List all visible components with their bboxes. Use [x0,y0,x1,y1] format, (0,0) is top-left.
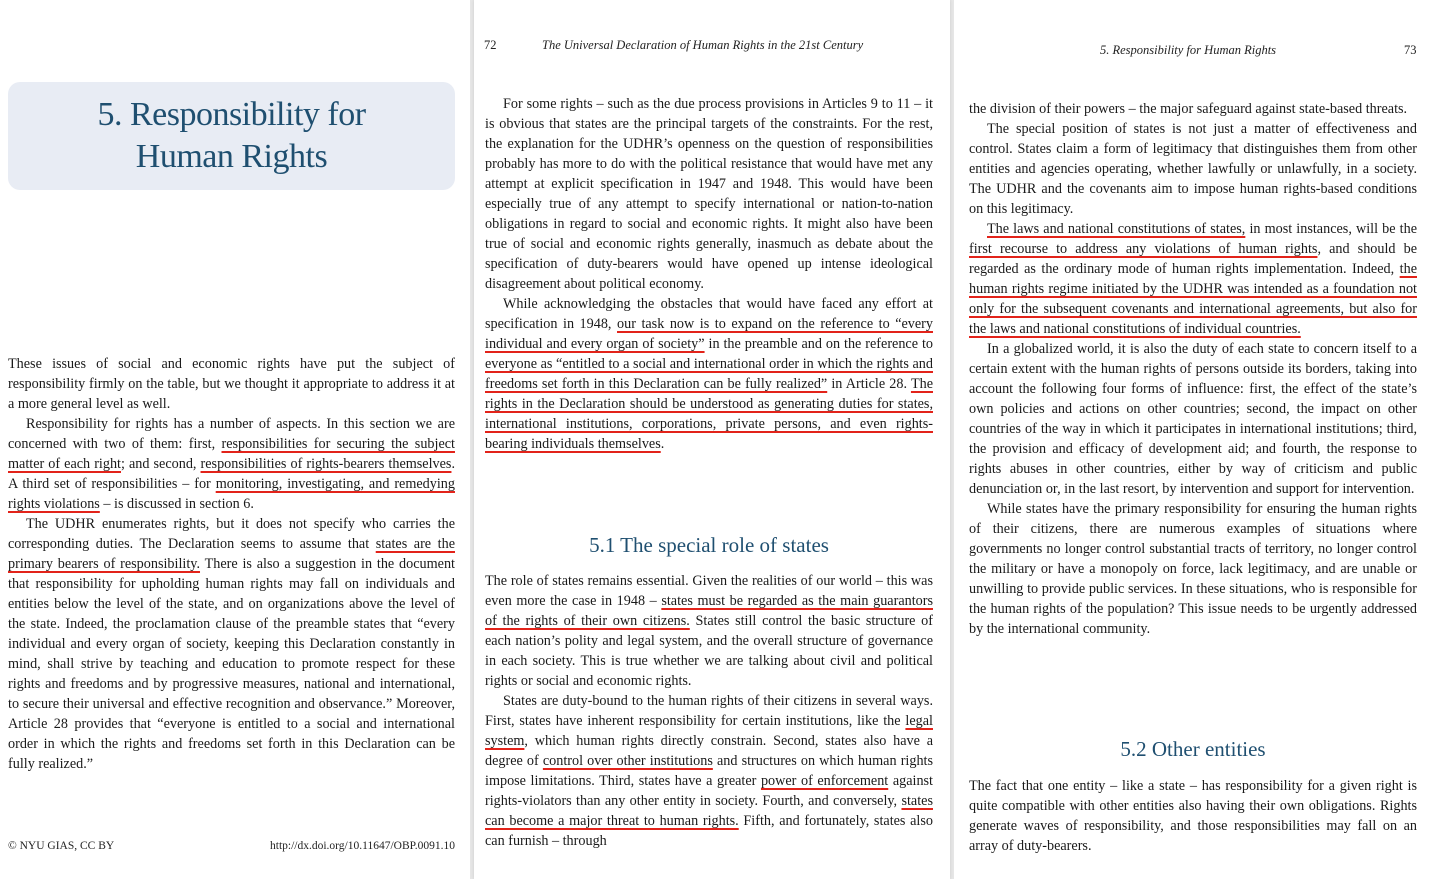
text-run: . A third set of responsibilities – for [8,456,455,492]
text-run: in the preamble and on the reference to [704,336,933,352]
underlined-highlight: control over other institutions [542,753,713,769]
underlined-highlight: first recourse to address any violations of human rights [969,241,1318,257]
section-heading: 5.1 The special role of states [589,533,829,557]
text-run: The UDHR enumerates rights, but it does not specify who carries the corresponding duties. The Declaration seems to assume that [8,516,455,552]
underlined-highlight: our task now is to expand on the reference to “every individual and every organ of society” [485,316,933,352]
paragraph: The fact that one entity – like a state – has responsibility for a given right is quite compatible with other entities also having their own obligations. Rights generate waves of responsibility, and those responsibilities may fall on an array of duty-bearers. [969,778,1417,854]
text-run: against rights-violators than any other entity in society. Fourth, and conversely, [485,773,933,809]
paragraph [8,514,455,774]
copyright-footer: © NYU GIAS, CC BY [8,840,115,852]
left-page [0,0,470,879]
underlined-highlight: states are the primary bearers of responsibility. [8,536,455,572]
chapter-title [97,94,365,178]
paragraph: the division of their powers – the major safeguard against state-based threats. [969,101,1408,117]
page-number: 72 [484,38,497,52]
text-run: and structures on which human rights impose limitations. Third, states have a greater [485,753,934,789]
underlined-highlight: responsibilities for securing the subject matter of each right [8,436,455,472]
text-run: The role of states remains essential. Given the realities of our world – this was even more the case in 1948 – [485,573,933,609]
text-run: Fifth, and fortunately, states also can furnish – through [485,813,933,849]
text-run: There is also a suggestion in the document that responsibility for upholding human rights may fall on individuals and entities below the level of the state, and on organizations above the level of the state. Indeed, the proclamation clause of the preamble states that “every individual and every organ of society, keeping this Declaration constantly in mind, shall strive by teaching and education to promote respect for these rights and freedoms and by progressive measures, national and international, to secure their universal and effective recognition and observance.” Moreover, Article 28 provides that “everyone is entitled to a social and international order in which the rights and freedoms set forth in this Declaration can be fully realized.” [8,556,455,772]
right-body-text-top [969,99,1417,639]
underlined-highlight: power of enforcement [760,773,889,789]
underlined-highlight: states must be regarded as the main guarantors of the rights of their own citizens. [485,593,933,629]
text-run: , and should be regarded as the ordinary mode of human rights implementation. Indeed, [969,241,1417,277]
right-body-text-bottom [969,776,1417,856]
text-run: ; and second, [121,456,201,472]
text-run: in Article 28. [827,376,911,392]
underlined-highlight: responsibilities of rights-bearers themselves [200,456,452,472]
text-run: , which human rights directly constrain. Second, states also have a degree of [485,733,933,769]
text-run: – is discussed in section 6. [99,496,254,512]
paragraph: For some rights – such as the due process provisions in Articles 9 to 11 – it is obvious that states are the principal targets of the constraints. For the rest, the explanation for the UDHR’s openness on the question of responsibilities probably has more to do with the political resistance that would have met any attempt at explicit specification in 1947 and 1948. This would have been especially true of any attempt to specify international or nation-to-nation obligations in regard to social and economic rights. It might also have been true of social and economic rights generally, inasmuch as debate about the specification of duty-bearers would have opened up intense ideological disagreement about political economy. [485,96,933,292]
paragraph [485,691,933,851]
text-run: States still control the basic structure of each nation’s polity and legal system, and the overall structure of governance in each society. This is true whether we are talking about civil and political rights or social and economic rights. [485,613,933,689]
paragraph: In a globalized world, it is also the duty of each state to concern itself to a certain extent with the human rights of persons outside its borders, taking into account the following four forms of influence: first, the effect of the state’s own policies and actions on other countries; second, the impact on other countries of the way in which it participates in international institutions; third, the provision and efficacy of development aid; and fourth, the response to rights abuses in other countries, either by way of criticism and public denunciation or, in the last resort, by intervention and support for intervention. [969,341,1417,497]
running-head: The Universal Declaration of Human Rights in the 21st Century [542,38,864,52]
middle-body-text-top [485,94,933,454]
underlined-highlight: the human rights regime initiated by the UDHR was intended as a foundation not only for the subsequent covenants and international agreements, but also for the laws and national constitutions of individual countries. [969,261,1417,337]
doi-link[interactable]: http://dx.doi.org/10.11647/OBP.0091.10 [270,840,455,852]
underlined-highlight: legal system [485,713,933,749]
chapter-title-box [8,82,455,190]
underlined-highlight: monitoring, investigating, and remedying rights violations [8,476,455,512]
text-run: Responsibility for rights has a number of aspects. In this section we are concerned with two of them: first, [8,416,455,452]
paragraph: While states have the primary responsibility for ensuring the human rights of their citizens, there are numerous examples of situations where governments no longer control substantial tracts of territory, no longer control the military or have a monopoly on force, lack legitimacy, and are unable or unwilling to provide public services. In these situations, who is responsible for the human rights of the population? This issue needs to be urgently addressed by the international community. [969,501,1417,637]
underlined-highlight: The laws and national constitutions of states, [987,221,1246,237]
text-run: States are duty-bound to the human rights of their citizens in several ways. First, states have inherent responsibility for certain institutions, like the [485,693,933,729]
text-run: . [660,436,665,452]
left-body-text [8,354,455,774]
underlined-highlight: everyone as “entitled to a social and international order in which the rights and freedoms set forth in this Declaration can be fully realized” [485,356,933,392]
paragraph: These issues of social and economic rights have put the subject of responsibility firmly on the table, but we thought it appropriate to address it at a more general level as well. [8,356,455,412]
section-heading: 5.2 Other entities [1120,737,1266,761]
chapter-title-line-1: 5. Responsibility for [97,96,366,133]
text-run: While acknowledging the obstacles that would have faced any effort at specification in 1948, [485,296,933,332]
paragraph [8,414,455,514]
paragraph [485,571,933,691]
page-number: 73 [1404,43,1417,57]
paragraph [485,294,933,454]
underlined-highlight: The rights in the Declaration should be understood as generating duties for states, international institutions, corporations, private persons, and even rights-bearing individuals themselves [485,376,933,452]
underlined-highlight: states can become a major threat to human rights. [485,793,933,829]
paragraph: The special position of states is not just a matter of effectiveness and control. States claim a form of legitimacy that distinguishes them from other entities and agencies operating, whether lawfully or unlawfully, in a society. The UDHR and the covenants aim to impose human rights-based conditions on this legitimacy. [969,121,1417,217]
chapter-title-line-2: Human Rights [135,138,328,175]
paragraph [969,219,1417,339]
text-run: in most instances, will be the [1245,221,1417,237]
middle-body-text-bottom [485,571,933,851]
running-head: 5. Responsibility for Human Rights [1100,43,1277,57]
